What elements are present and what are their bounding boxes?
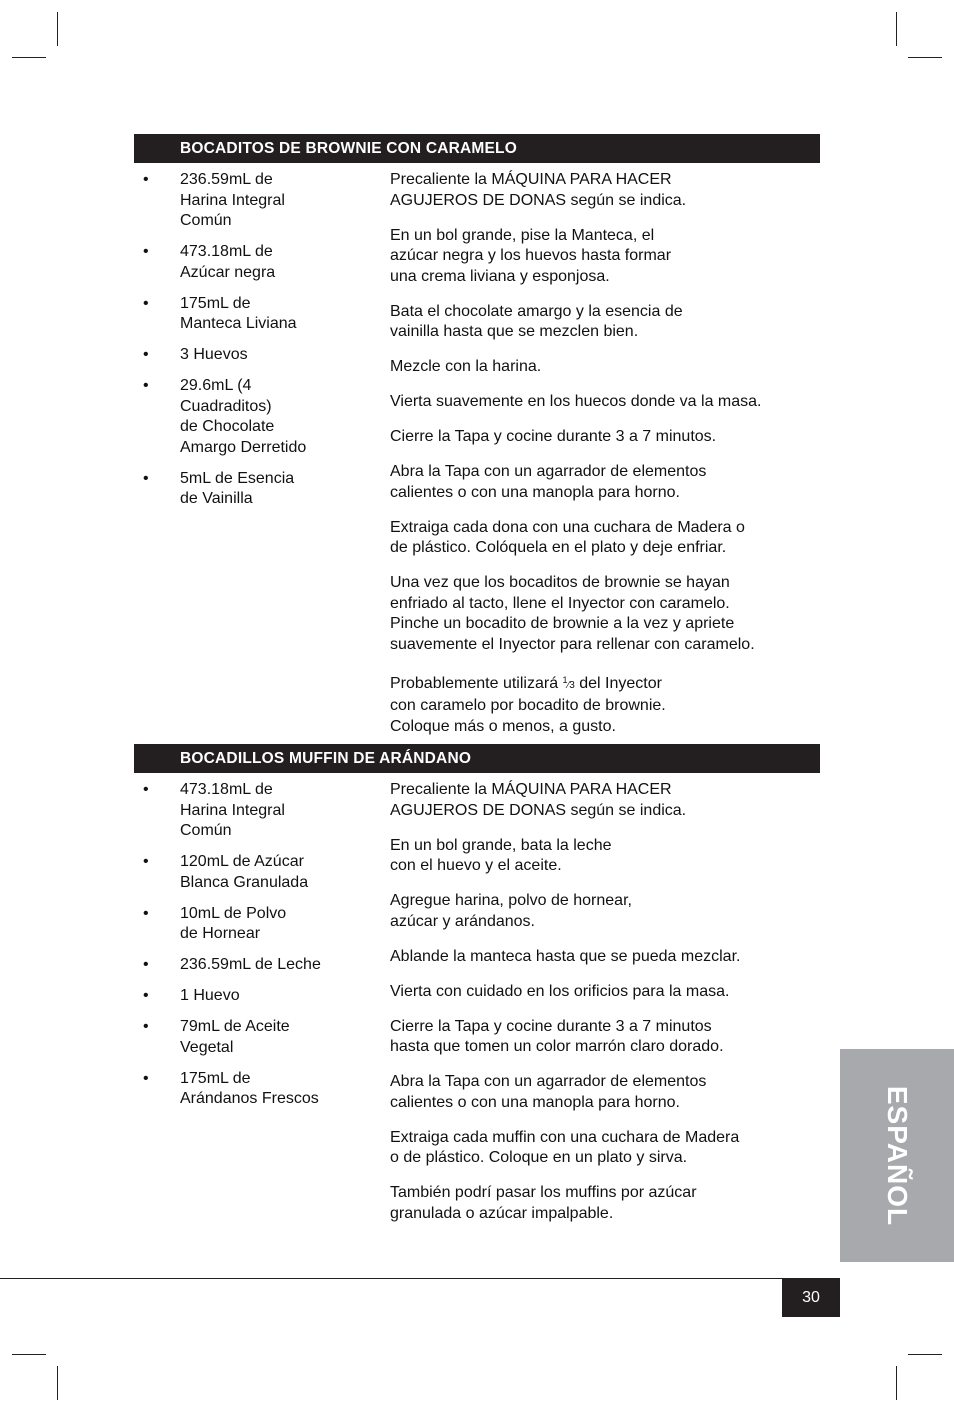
section-title-muffin: BOCADILLOS MUFFIN DE ARÁNDANO <box>134 744 820 773</box>
bullet: • <box>143 171 149 188</box>
bullet: • <box>143 346 149 363</box>
bullet: • <box>143 243 149 260</box>
list-item: • 10mL de Polvo de Hornear <box>143 904 287 942</box>
list-item: • 3 Huevos <box>134 345 374 366</box>
step-with-fraction: Probablemente utilizará $^1$⁄3 del Inyector con caramelo por bocadito de brownie. Coloque más o menos, a gusto. <box>390 674 666 735</box>
bullet: • <box>143 853 149 870</box>
list-item: • 175mL de Arándanos Frescos <box>143 1069 319 1107</box>
bullet: • <box>143 1069 149 1087</box>
ingredient-list-muffin <box>134 780 374 1120</box>
page-number: 30 <box>782 1279 840 1317</box>
list-item: • 175mL de Manteca Liviana <box>143 294 297 332</box>
step: En un bol grande, bata la leche con el huevo y el aceite. <box>390 836 612 874</box>
step: Precaliente la MÁQUINA PARA HACER AGUJEROS DE DONAS según se indica. <box>390 171 687 209</box>
crop-mark <box>57 12 58 46</box>
step: Extraiga cada dona con una cuchara de Madera o de plástico. Colóquela en el plato y deje enfriar. <box>390 518 745 556</box>
step: Abra la Tapa con un agarrador de elementos calientes o con una manopla para horno. <box>390 1073 707 1111</box>
bullet: • <box>143 781 149 798</box>
crop-mark <box>896 12 897 46</box>
bullet: • <box>143 987 149 1004</box>
list-item: • 1 Huevo <box>134 986 374 1007</box>
list-item: • 5mL de Esencia de Vainilla <box>143 469 295 507</box>
steps-brownie <box>390 170 820 752</box>
crop-mark <box>57 1366 58 1400</box>
step: Vierta con cuidado en los orificios para la masa. <box>390 982 730 1000</box>
crop-mark <box>12 1354 46 1355</box>
fraction: $^1$⁄3 <box>562 674 575 691</box>
step: También podrí pasar los muffins por azúcar granulada o azúcar impalpable. <box>390 1184 697 1222</box>
step: Precaliente la MÁQUINA PARA HACER AGUJEROS DE DONAS según se indica. <box>390 781 687 819</box>
step: Bata el chocolate amargo y la esencia de vainilla hasta que se mezclen bien. <box>390 302 683 340</box>
list-item: • 473.18mL de Azúcar negra <box>143 243 276 281</box>
step: Vierta suavemente en los huecos donde va la masa. <box>390 393 762 410</box>
bullet: • <box>143 904 149 922</box>
step: Ablande la manteca hasta que se pueda mezclar. <box>390 947 741 965</box>
step: En un bol grande, pise la Manteca, el azúcar negra y los huevos hasta formar una crema liviana y esponjosa. <box>390 226 672 285</box>
step: Agregue harina, polvo de hornear, azúcar y arándanos. <box>390 892 632 930</box>
step: Una vez que los bocaditos de brownie se hayan enfriado al tacto, llene el Inyector con caramelo. Pinche un bocadito de brownie a la vez y apriete suavemente el Inyector para rellenar con caramelo. <box>390 574 755 653</box>
bullet: • <box>143 377 149 394</box>
list-item: • 79mL de Aceite Vegetal <box>143 1018 290 1056</box>
list-item: • 473.18mL de Harina Integral Común <box>143 781 285 839</box>
step: Abra la Tapa con un agarrador de elementos calientes o con una manopla para horno. <box>390 463 707 501</box>
step: Extraiga cada muffin con una cuchara de Madera o de plástico. Coloque en un plato y sirva. <box>390 1128 740 1166</box>
steps-muffin <box>390 780 820 1239</box>
list-item: • 236.59mL de Harina Integral Común <box>143 171 285 229</box>
bullet: • <box>143 469 149 487</box>
bullet: • <box>143 294 149 312</box>
crop-mark <box>908 57 942 58</box>
crop-mark <box>908 1354 942 1355</box>
crop-mark <box>12 57 46 58</box>
language-tab-label: ESPAÑOL <box>882 1085 913 1226</box>
list-item: • 236.59mL de Leche <box>134 955 374 976</box>
ingredient-list-brownie <box>134 170 374 520</box>
section-title-brownie: BOCADITOS DE BROWNIE CON CARAMELO <box>134 134 820 163</box>
list-item: • 29.6mL (4 Cuadraditos) de Chocolate Amargo Derretido <box>143 377 307 456</box>
step: Cierre la Tapa y cocine durante 3 a 7 minutos. <box>390 428 717 445</box>
footer-rule <box>0 1278 840 1279</box>
step: Cierre la Tapa y cocine durante 3 a 7 minutos hasta que tomen un color marrón claro dorado. <box>390 1017 724 1055</box>
step: Mezcle con la harina. <box>390 358 542 375</box>
bullet: • <box>143 1018 149 1035</box>
language-tab <box>840 1049 954 1262</box>
list-item: • 120mL de Azúcar Blanca Granulada <box>143 853 309 891</box>
crop-mark <box>896 1366 897 1400</box>
bullet: • <box>143 956 149 973</box>
